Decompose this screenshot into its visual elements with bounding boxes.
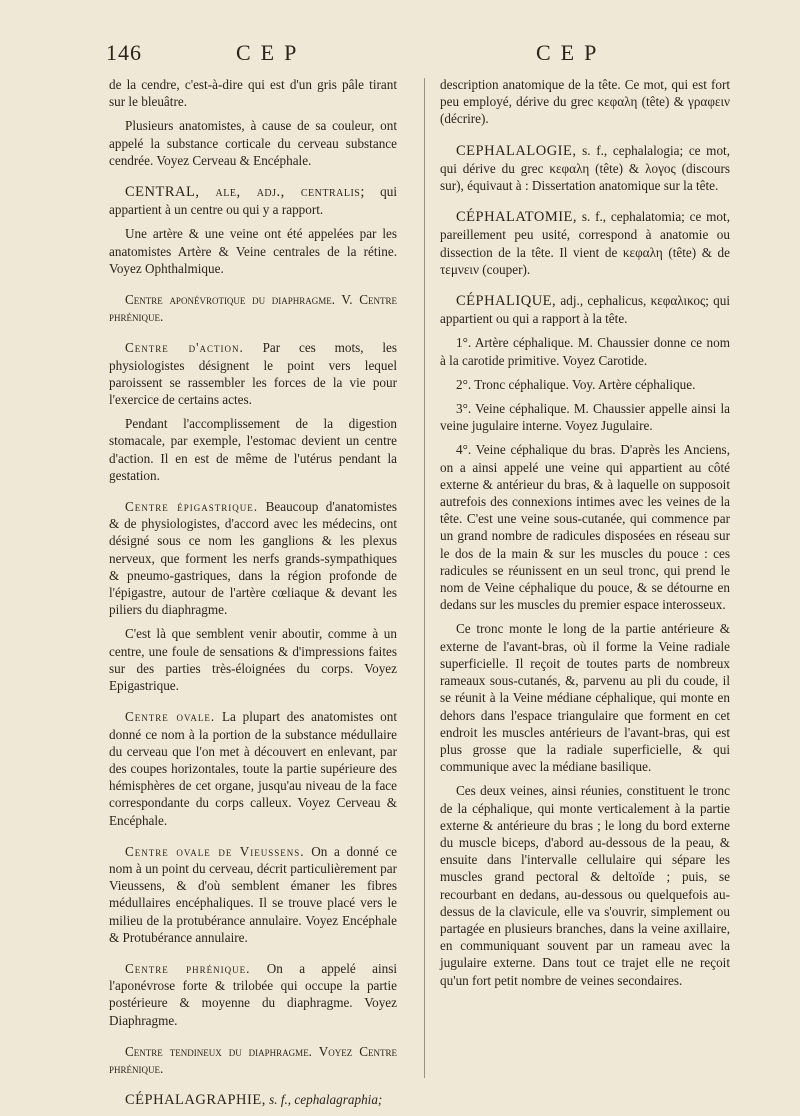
entry-paragraph: Plusieurs anatomistes, à cause de sa couleur, ont appelé la substance corticale du cerveau substance cendrée. Voyez Cerveau & Encéphale. [109,118,397,168]
entry-centre-tendineux: Centre tendineux du diaphragme. Voyez Centre phrénique. [109,1043,397,1076]
entry-paragraph: 2°. Tronc céphalique. Voy. Artère céphalique. [456,376,696,392]
entry-paragraph: Une artère & une veine ont été appelées par les anatomistes Artère & Veine centrales de la rétine. Voyez Ophthalmique. [109,226,397,276]
entry-text: s. f., cephalalogia; ce mot, qui dérive du grec κεφαλη (tête) & λογος (discours sur), équivaut à : Dissertation anatomique sur la tête. [440,142,730,194]
entry-text: s. f., cephalagraphia; [269,1092,383,1108]
headword: CEPHALALOGIE, [456,142,577,159]
entry-paragraph: 1°. Artère céphalique. M. Chaussier donne ce nom à la carotide primitive. Voyez Carotide. [440,335,730,368]
headword: Centre épigastrique. [125,499,259,515]
column-divider [424,78,425,1078]
entry-text: On a appelé ainsi l'aponévrose forte & trilobée qui occupe la partie postérieure & moyenne du diaphragme. Voyez Diaphragme. [109,960,398,1028]
entry-centre-epigastrique [109,498,397,618]
page-number: 146 [106,40,142,65]
headword: Centre d'action. [125,340,244,356]
entry-paragraph: C'est là que semblent venir aboutir, comme à un centre, une foule de sensations & d'impressions faites sur des parties très-éloignées du corps. Voyez Epigastrique. [109,626,397,694]
entry-text: Beaucoup d'anatomistes & de physiologistes, d'accord avec les médecins, ont désigné sous ce nom les ganglions & les plexus nerveux, que forment les nerfs grands-sympathiques & pneumo-gastriques, dans la région profonde de l'épigastre, autour de l'artère cœliaque & devant les piliers du diaphragme. [109,499,398,618]
headword: CÉPHALIQUE, [456,293,557,310]
headword: CÉPHALATOMIE, [456,209,578,226]
right-column [440,76,730,996]
headword: Centre ovale de Vieussens. [125,843,305,859]
entry-text: s. f., cephalatomia; ce mot, pareillement peu usité, correspond à anatomie ou dissection de la tête. Il vient de κεφαλη (tête) & de τεμνειν (couper). [440,209,730,277]
entry-text: qui appartient à un centre ou qui y a rapport. [109,184,397,218]
entry-centre-action [109,339,397,408]
page-header [106,40,706,74]
entry-centre-ovale-vieussens [109,843,397,946]
entry-centre-ovale [109,708,397,828]
entry-text: La plupart des anatomistes ont donné ce nom à la portion de la substance médullaire du cerveau que l'on met à découvert en enlevant, par des coupes horizontales, toute la partie supérieure des hémisphères de cet organe, jusqu'au niveau de la face correspondante du corps calleux. Voyez Cerveau & Encéphale. [109,709,398,828]
headword: Centre ovale. [125,709,216,725]
entry-centre-phrenique [109,960,397,1029]
entry-central [109,183,397,218]
entry-paragraph: Ce tronc monte le long de la partie antérieure & externe de l'avant-bras, où il forme la Veine radiale superficielle. Il reçoit de toutes parts de nombreux rameaux sous-cutanés, &, parvenu au pli du coude, il se réunit à la Veine médiane céphalique, qui monte en dehors dans l'espace triangulaire que forment en cet endroit les muscles antérieurs de l'avant-bras, qui est plus grosse que la radiale superficielle, & qui communique avec la médiane basilique. [440,621,730,775]
headword: CENTRAL, ale, adj., centralis; [125,184,365,201]
entry-cephalalogie [440,142,730,195]
entry-paragraph: 3°. Veine céphalique. M. Chaussier appelle ainsi la veine jugulaire interne. Voyez Jugulaire. [440,401,730,434]
running-head-right: CEP [536,40,607,65]
headword: CÉPHALAGRAPHIE, [125,1092,266,1109]
entry-paragraph: 4°. Veine céphalique du bras. D'après les Anciens, on a ainsi appelé une veine qui appartient au côté externe & antérieur du bras, & à laquelle on supposoit autrefois des connexions intimes avec les veines de la tête. C'est une veine sous-cutanée, qui commence par un grand nombre de radicules disposées en réseau sur le dos de la main & sur les muscles du pouce : ces radicules se réunissent en un seul tronc, qui prend le nom de Veine céphalique du pouce, & se détourne en dedans sur les muscles du premier espace interosseux. [440,442,730,613]
entry-cephalique [440,292,730,327]
headword: Centre phrénique. [125,960,251,976]
entry-centre-aponevrotique: Centre aponévrotique du diaphragme. V. Centre phrénique. [109,292,397,325]
left-column [109,76,397,1116]
running-head-left: CEP [236,40,307,65]
entry-paragraph: Ces deux veines, ainsi réunies, constituent le tronc de la céphalique, qui monte verticalement à la partie externe & antérieure du bras ; le long du bord externe du muscle biceps, d'abord au-dessous de la peau, & ensuite dans l'intervalle cellulaire qui sépare les muscles grand pectoral & deltoïde ; puis, se recourbant en dedans, au-dessous ou quelquefois au-dessus de la clavicule, elle va s'ouvrir, simplement ou partagée en plusieurs branches, dans la veine axillaire, en communiquant souvent par un rameau avec la jugulaire externe. Dans tout ce trajet elle ne reçoit qu'un fort petit nombre de veines secondaires. [440,783,730,988]
entry-text: On a donné ce nom à un point du cerveau, décrit particulièrement par Vieussens, & d'où semblent émaner les fibres médullaires encéphaliques. Il se trouve placé vers le milieu de la protubérance annulaire. Voyez Encéphale & Protubérance annulaire. [109,843,397,945]
entry-text: adj., cephalicus, κεφαλικος; qui appartient ou qui a rapport à la tête. [440,293,731,327]
entry-text: Par ces mots, les physiologistes désignent le point vers lequel paroissent se rassembler les forces de la vie pour l'exercice de certains actes. [109,340,397,408]
entry-paragraph: de la cendre, c'est-à-dire qui est d'un gris pâle tirant sur le bleuâtre. [109,77,397,110]
entry-cephalatomie [440,208,730,278]
entry-paragraph: description anatomique de la tête. Ce mot, qui est fort peu employé, dérive du grec κεφαλη (tête) & γραφειν (décrire). [440,77,730,127]
entry-paragraph: Pendant l'accomplissement de la digestion stomacale, par exemple, l'estomac devient un centre d'action. Il en est de même de l'utérus pendant la gestation. [109,416,397,483]
